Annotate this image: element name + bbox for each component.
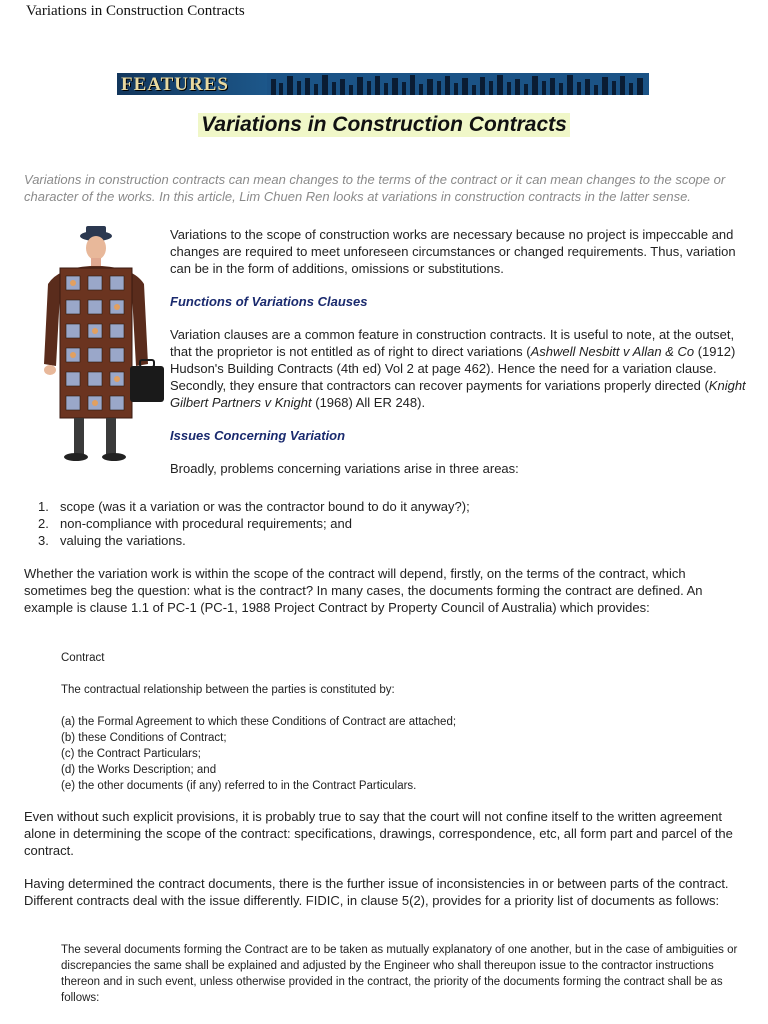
list-item [38,498,738,515]
paragraph-inconsistencies: Having determined the contract documents, there is the further issue of inconsistencies in or between parts of the contract. Different contracts deal with the issue differently. FIDIC, in clause 5(2), provides for a priority list of documents as follows: [24,876,729,908]
list-text: valuing the variations. [60,533,186,548]
case-citation: Ashwell Nesbitt v Allan & Co [530,344,695,359]
features-label: FEATURES [121,74,229,95]
problem-areas-list [38,498,738,549]
running-header: Variations in Construction Contracts [26,3,245,19]
quote-title: Contract [61,652,105,664]
paragraph-functions [170,326,748,411]
businessman-building-illustration [28,224,168,469]
quote-lead: The contractual relationship between the parties is constituted by: [61,684,395,696]
paragraph-scope-contract: Whether the variation work is within the scope of the contract will depend, firstly, on the terms of the contract, which sometimes beg the question: what is the contract? In many cases, the documents forming the contract are defined. An example is clause 1.1 of PC-1 (PC-1, 1988 Project Contract by Property Council of Australia) which provides: [24,566,703,615]
paragraph-court-scope: Even without such explicit provisions, it is probably true to say that the court will not confine itself to the written agreement alone in determining the scope of the contract: specifications, drawings, correspondence, etc, all form part and parcel of the contract. [24,809,733,858]
paragraph-scope-intro: Variations to the scope of construction works are necessary because no project is impeccable and changes are required to meet unforeseen circumstances or changed requirements. Thus, variation can be in the form of additions, omissions or substitutions. [170,227,736,276]
right-column [170,226,748,477]
text-run: (1912) Hudson's Building Contracts (4th ed) Vol 2 at page 462). Hence the need for a variation clause. Secondly, they ensure that contractors can recover payments for variations properly directed ( [170,344,736,393]
list-text: non-compliance with procedural requirements; and [60,516,352,531]
list-item [38,532,738,549]
list-item [38,515,738,532]
text-run: (1968) All ER 248). [311,395,426,410]
case-citation: Knight Gilbert Partners v Knight [170,378,746,410]
features-banner [117,73,649,95]
quote-fidic: The several documents forming the Contract are to be taken as mutually explanatory of one another, but in the case of ambiguities or discrepancies the same shall be explained and adjusted by the Engineer who shall thereupon issue to the contractor instructions thereon and in such event, unless otherwise provided in the contract, the priority of the documents forming the contract shall be as follows: [61,944,738,1004]
paragraph-problems: Broadly, problems concerning variations arise in three areas: [170,461,519,476]
list-number: 3. [38,533,49,548]
list-number: 2. [38,516,49,531]
quote-item: (d) the Works Description; and [61,764,217,776]
article-title: Variations in Construction Contracts [198,113,570,137]
title-container [0,113,768,137]
quote-item: (e) the other documents (if any) referred to in the Contract Particulars. [61,780,417,792]
quote-item: (b) these Conditions of Contract; [61,732,227,744]
quote-item: (a) the Formal Agreement to which these Conditions of Contract are attached; [61,716,457,728]
heading-functions: Functions of Variations Clauses [170,294,368,309]
skyline-graphic [267,73,649,95]
quote-items [61,714,741,794]
article-intro: Variations in construction contracts can mean changes to the terms of the contract or it can mean changes to the scope or character of the works. In this article, Lim Chuen Ren looks at variations in construction contracts in the latter sense. [24,172,726,204]
list-number: 1. [38,499,49,514]
list-text: scope (was it a variation or was the contractor bound to do it anyway?); [60,499,470,514]
heading-issues: Issues Concerning Variation [170,428,346,443]
quote-item: (c) the Contract Particulars; [61,748,201,760]
text-run: Variation clauses are a common feature in construction contracts. It is useful to note, at the outset, that the proprietor is not entitled as of right to direct variations ( [170,327,735,359]
